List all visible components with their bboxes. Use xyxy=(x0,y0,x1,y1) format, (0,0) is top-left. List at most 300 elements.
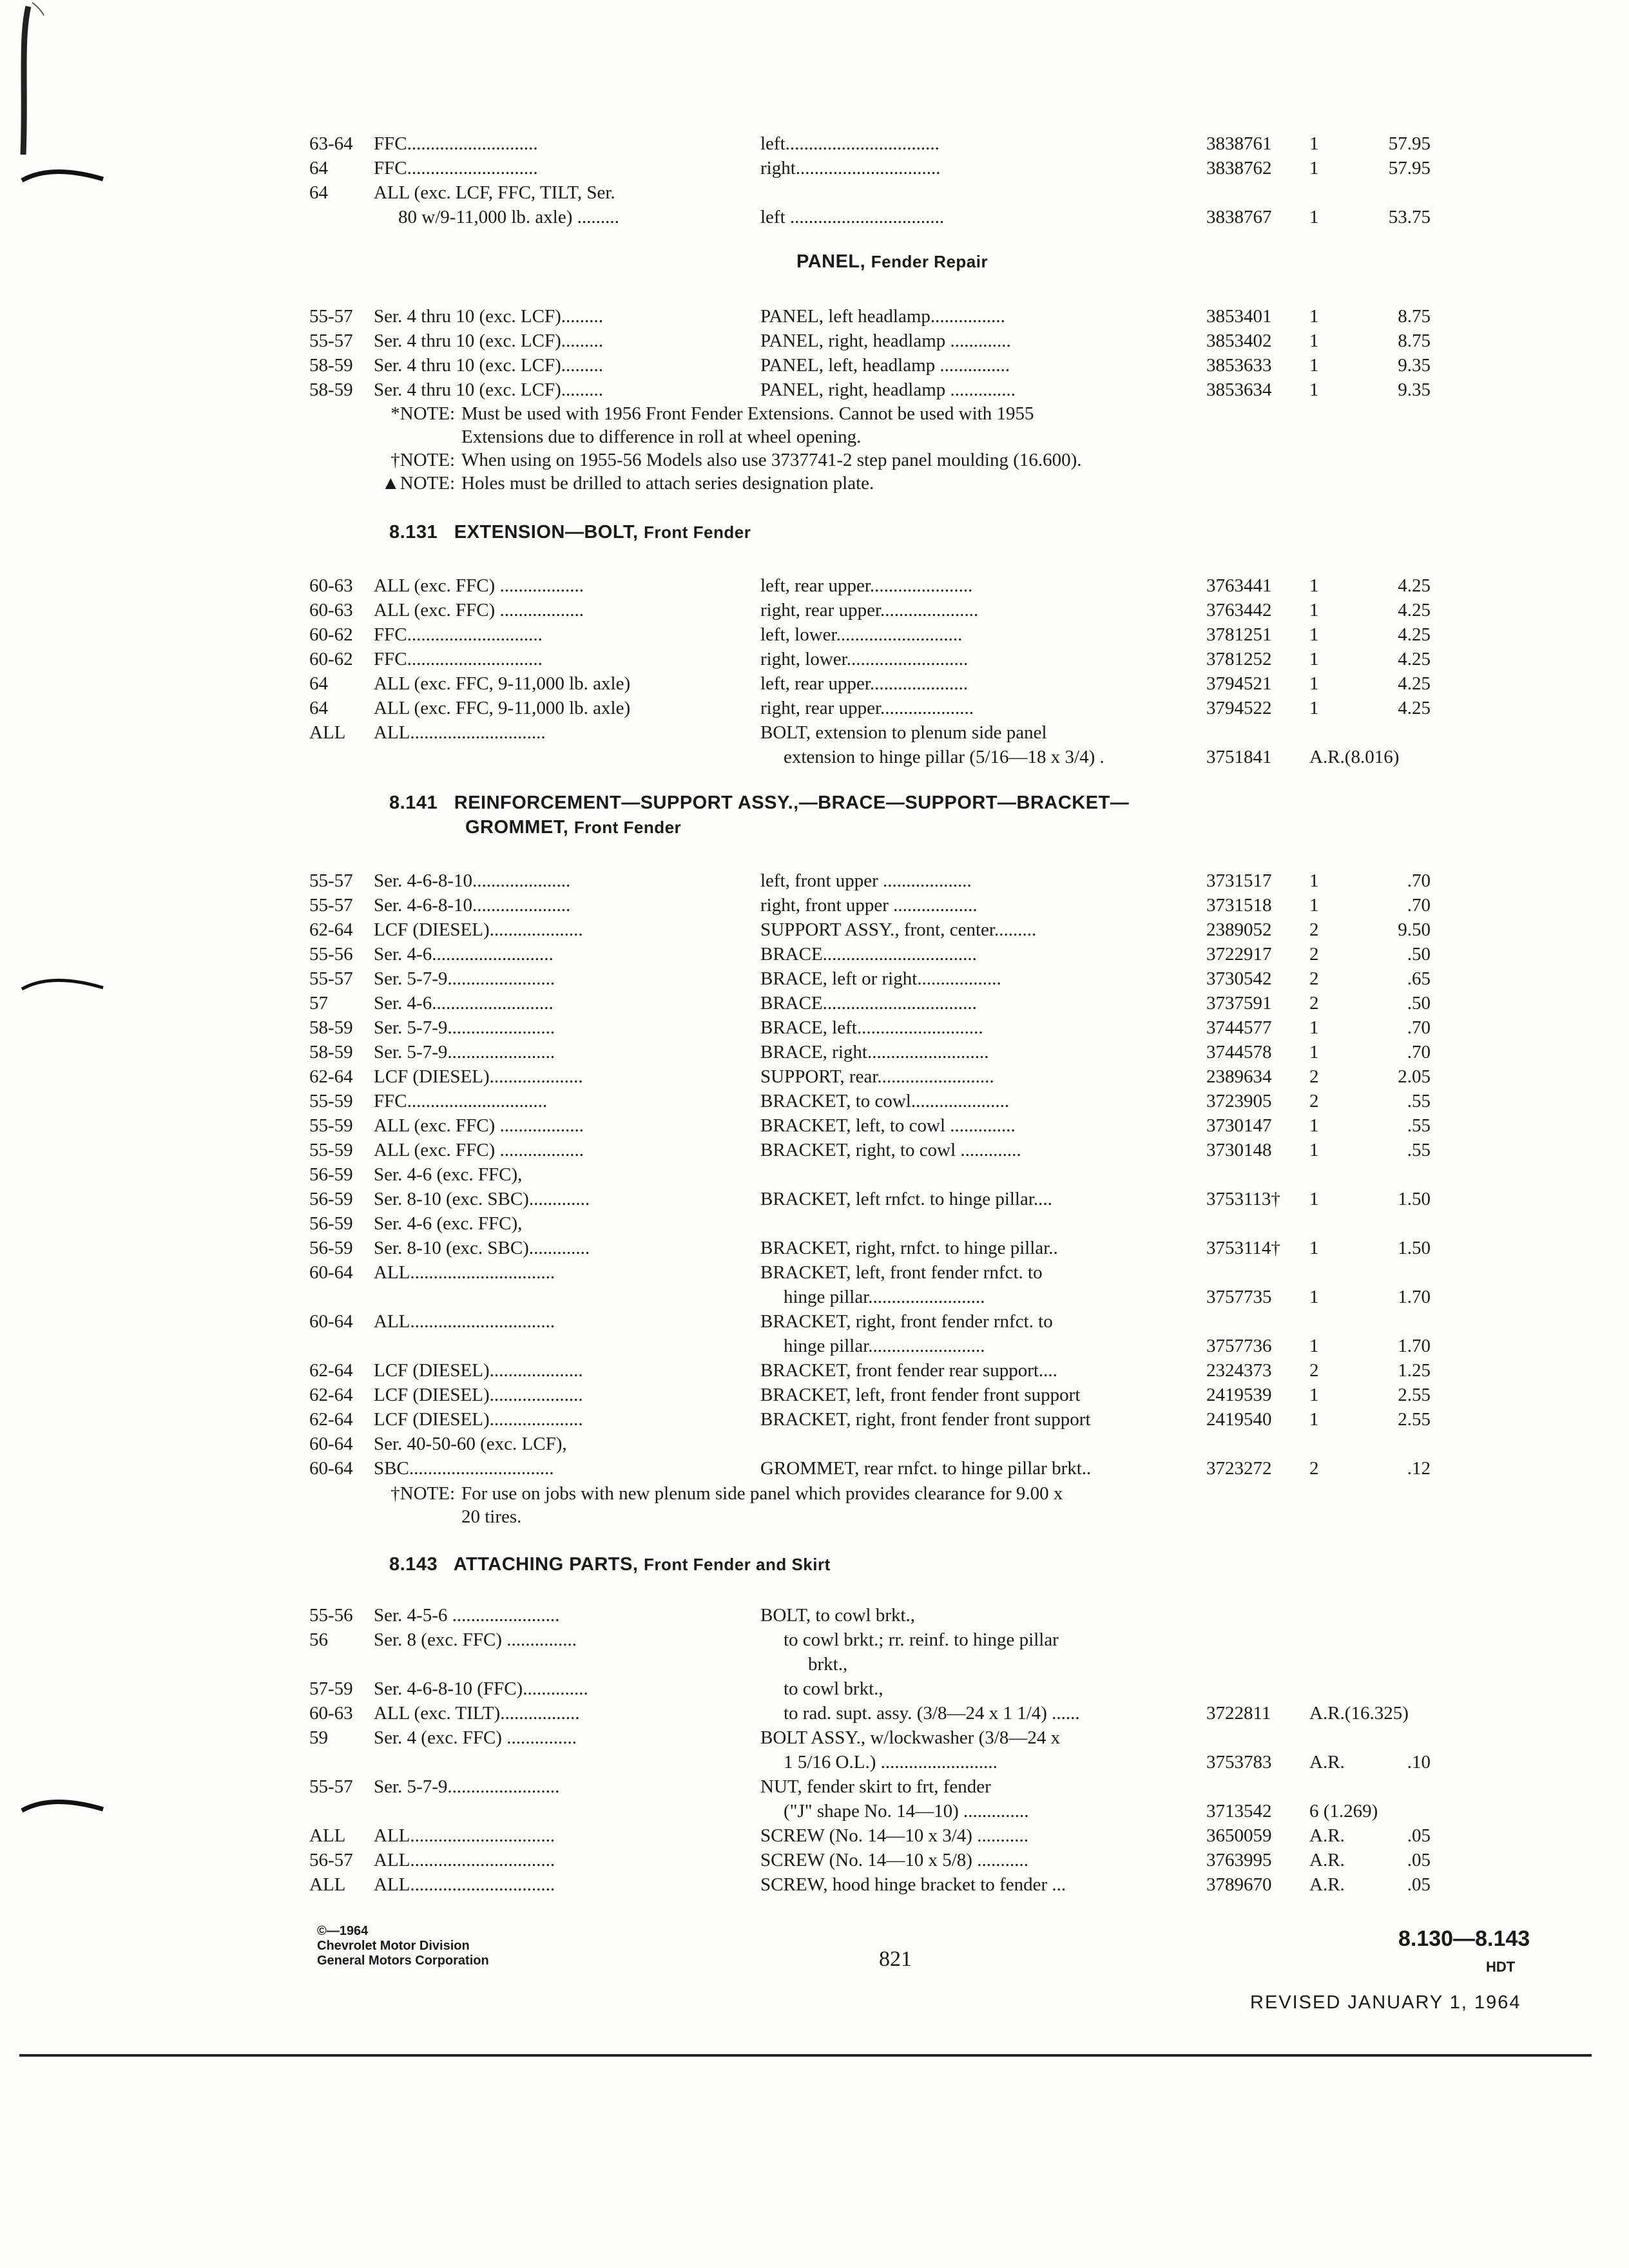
model-cell: Ser. 4 thru 10 (exc. LCF)......... xyxy=(374,355,604,376)
model-cell: ALL (exc. TILT)................. xyxy=(374,1703,580,1724)
model-cell: ALL............................... xyxy=(374,1262,555,1283)
part-number-cell: 3722917 xyxy=(1206,944,1272,965)
parts-row xyxy=(309,1211,1443,1236)
year-cell: 60-63 xyxy=(309,1703,353,1724)
parts-row xyxy=(309,1456,1443,1481)
year-cell: 60-64 xyxy=(309,1311,353,1332)
note-text: Extensions due to difference in roll at wheel opening. xyxy=(461,427,862,447)
copyright-block xyxy=(317,1924,489,1968)
price-cell: 2.55 xyxy=(1398,1385,1431,1405)
price-cell: .65 xyxy=(1407,968,1431,989)
parts-row xyxy=(309,1113,1443,1138)
note-line xyxy=(361,472,1082,495)
price-cell: 4.25 xyxy=(1398,649,1431,669)
parts-row xyxy=(309,1432,1443,1456)
part-number-cell: 3650059 xyxy=(1206,1825,1272,1846)
year-cell: 60-62 xyxy=(309,624,353,645)
description-cell: BOLT ASSY., w/lockwasher (3/8—24 x xyxy=(760,1727,1061,1748)
parts-row xyxy=(309,1015,1443,1040)
price-cell: 2.05 xyxy=(1398,1066,1431,1087)
model-cell: Ser. 4 thru 10 (exc. LCF)......... xyxy=(374,331,604,351)
price-cell: 4.25 xyxy=(1398,600,1431,620)
model-cell: ALL (exc. FFC, 9-11,000 lb. axle) xyxy=(374,673,631,694)
note-tag: †NOTE: xyxy=(390,450,455,470)
price-cell: 8.75 xyxy=(1398,331,1431,351)
year-cell: 56-59 xyxy=(309,1189,353,1209)
part-number-cell: 3763441 xyxy=(1206,575,1272,596)
model-cell: Ser. 40-50-60 (exc. LCF), xyxy=(374,1434,567,1454)
part-number-cell: 3731517 xyxy=(1206,870,1272,891)
description-cell: BRACKET, right, front fender front support xyxy=(760,1409,1091,1430)
model-cell: ALL (exc. FFC) .................. xyxy=(374,1115,584,1136)
model-cell: ALL............................... xyxy=(374,1874,555,1895)
quantity-cell: A.R. xyxy=(1309,1825,1345,1846)
year-cell: 62-64 xyxy=(309,1409,353,1430)
parts-row xyxy=(309,1089,1443,1113)
quantity-cell: 1 xyxy=(1309,1189,1319,1209)
price-cell: 57.95 xyxy=(1388,133,1431,154)
parts-row xyxy=(309,745,1443,769)
quantity-cell: A.R. xyxy=(1309,1850,1345,1870)
price-cell: .55 xyxy=(1407,1115,1431,1136)
year-cell: 60-64 xyxy=(309,1434,353,1454)
part-number-cell: 2419540 xyxy=(1206,1409,1272,1430)
parts-row xyxy=(309,696,1443,720)
part-number-cell: 2389052 xyxy=(1206,919,1272,940)
quantity-cell: 1 xyxy=(1309,1287,1319,1307)
year-cell: 57 xyxy=(309,993,328,1014)
quantity-cell: 2 xyxy=(1309,944,1319,965)
price-cell: 2.55 xyxy=(1398,1409,1431,1430)
year-cell: 62-64 xyxy=(309,1360,353,1381)
price-cell: .70 xyxy=(1407,1017,1431,1038)
note-text: Must be used with 1956 Front Fender Extensions. Cannot be used with 1955 xyxy=(461,403,1034,424)
part-number-cell: 2419539 xyxy=(1206,1385,1272,1405)
description-cell: to cowl brkt., xyxy=(784,1678,883,1699)
quantity-cell: 6 (1.269) xyxy=(1309,1801,1378,1821)
part-number-cell: 3794522 xyxy=(1206,698,1272,718)
parts-row xyxy=(309,598,1443,622)
year-cell: 59 xyxy=(309,1727,328,1748)
quantity-cell: 1 xyxy=(1309,158,1319,178)
quantity-cell: 1 xyxy=(1309,331,1319,351)
model-cell: LCF (DIESEL).................... xyxy=(374,919,583,940)
description-cell: PANEL, left, headlamp ............... xyxy=(760,355,1010,376)
parts-row xyxy=(309,942,1443,966)
model-cell: ALL............................... xyxy=(374,1850,555,1870)
model-cell: FFC............................. xyxy=(374,624,543,645)
year-cell: 55-57 xyxy=(309,1776,353,1797)
description-cell: brkt., xyxy=(808,1654,848,1675)
year-cell: 58-59 xyxy=(309,380,353,400)
quantity-cell: 1 xyxy=(1309,1017,1319,1038)
parts-row xyxy=(309,1285,1443,1309)
parts-row xyxy=(309,720,1443,745)
part-number-cell: 3751841 xyxy=(1206,747,1272,767)
section-heading-8-141-line2: GROMMET, Front Fender xyxy=(465,817,682,838)
parts-row xyxy=(309,991,1443,1015)
description-cell: BRACE, left or right.................. xyxy=(760,968,1001,989)
quantity-cell: 1 xyxy=(1309,355,1319,376)
model-cell: Ser. 8-10 (exc. SBC)............. xyxy=(374,1189,590,1209)
part-number-cell: 3723272 xyxy=(1206,1458,1272,1479)
parts-table-reinforcement xyxy=(309,869,1443,1481)
year-cell: 55-56 xyxy=(309,1605,353,1626)
quantity-cell: 1 xyxy=(1309,624,1319,645)
description-cell: left, rear upper...................... xyxy=(760,575,973,596)
note-text: 20 tires. xyxy=(461,1506,522,1527)
description-cell: right............................... xyxy=(760,158,941,178)
part-number-cell: 3781251 xyxy=(1206,624,1272,645)
note-line xyxy=(361,1505,1063,1528)
part-number-cell: 3744578 xyxy=(1206,1042,1272,1062)
description-cell: ("J" shape No. 14—10) .............. xyxy=(784,1801,1029,1821)
section-heading-8-131: 8.131 EXTENSION—BOLT, Front Fender xyxy=(389,522,751,543)
quantity-cell: 1 xyxy=(1309,1140,1319,1160)
model-cell: Ser. 4-6.......................... xyxy=(374,993,554,1014)
description-cell: left, front upper ................... xyxy=(760,870,972,891)
description-cell: SCREW (No. 14—10 x 3/4) ........... xyxy=(760,1825,1028,1846)
price-cell: .05 xyxy=(1407,1850,1431,1870)
description-cell: BRACKET, right, to cowl ............. xyxy=(760,1140,1021,1160)
year-cell: 55-57 xyxy=(309,870,353,891)
parts-row xyxy=(309,1677,1443,1701)
note-line xyxy=(361,425,1082,448)
year-cell: 60-63 xyxy=(309,600,353,620)
year-cell: 56-59 xyxy=(309,1213,353,1234)
model-cell: ALL............................... xyxy=(374,1311,555,1332)
year-cell: 64 xyxy=(309,673,328,694)
parts-row xyxy=(309,304,1443,329)
description-cell: left, lower........................... xyxy=(760,624,963,645)
parts-row xyxy=(309,1236,1443,1260)
part-number-cell: 3753783 xyxy=(1206,1752,1272,1773)
model-cell: LCF (DIESEL).................... xyxy=(374,1066,583,1087)
quantity-cell: 1 xyxy=(1309,575,1319,596)
copyright-corporation: General Motors Corporation xyxy=(317,1954,489,1968)
quantity-cell: 1 xyxy=(1309,649,1319,669)
parts-row xyxy=(309,205,1443,229)
part-number-cell: 3794521 xyxy=(1206,673,1272,694)
revision-date: REVISED JANUARY 1, 1964 xyxy=(1250,1992,1521,2013)
price-cell: 9.35 xyxy=(1398,380,1431,400)
parts-row xyxy=(309,1603,1443,1628)
year-cell: 62-64 xyxy=(309,919,353,940)
quantity-cell: 1 xyxy=(1309,870,1319,891)
price-cell: .70 xyxy=(1407,1042,1431,1062)
part-number-cell: 3757735 xyxy=(1206,1287,1272,1307)
quantity-cell: 2 xyxy=(1309,993,1319,1014)
note-tag: *NOTE: xyxy=(390,403,455,424)
year-cell: 55-57 xyxy=(309,895,353,916)
parts-row xyxy=(309,1628,1443,1652)
description-cell: PANEL, left headlamp................ xyxy=(760,306,1005,327)
year-cell: ALL xyxy=(309,722,346,743)
model-cell: Ser. 4-6 (exc. FFC), xyxy=(374,1213,523,1234)
quantity-cell: 1 xyxy=(1309,1238,1319,1258)
model-cell: FFC............................. xyxy=(374,649,543,669)
model-cell: ALL............................. xyxy=(374,722,546,743)
year-cell: 56-57 xyxy=(309,1850,353,1870)
description-cell: BRACKET, left, front fender rnfct. to xyxy=(760,1262,1043,1283)
binder-mark-top xyxy=(9,0,48,168)
description-cell: to cowl brkt.; rr. reinf. to hinge pillar xyxy=(784,1629,1059,1650)
description-cell: BRACKET, to cowl..................... xyxy=(760,1091,1010,1111)
description-cell: BRACKET, front fender rear support.... xyxy=(760,1360,1057,1381)
part-number-cell: 3757736 xyxy=(1206,1336,1272,1356)
note-tag: ▲NOTE: xyxy=(381,473,455,494)
parts-table-extension-bolt xyxy=(309,573,1443,769)
part-number-cell: 3789670 xyxy=(1206,1874,1272,1895)
note-line xyxy=(361,448,1082,472)
year-cell: 60-64 xyxy=(309,1262,353,1283)
parts-table-fender-top xyxy=(309,131,1443,229)
year-cell: 64 xyxy=(309,182,328,203)
year-cell: 62-64 xyxy=(309,1066,353,1087)
price-cell: .70 xyxy=(1407,870,1431,891)
parts-row xyxy=(309,329,1443,353)
parts-row xyxy=(309,1848,1443,1872)
parts-row xyxy=(309,1162,1443,1187)
part-number-cell: 2389634 xyxy=(1206,1066,1272,1087)
parts-table-attaching-parts xyxy=(309,1603,1443,1897)
part-number-cell: 3853402 xyxy=(1206,331,1272,351)
description-cell: BOLT, to cowl brkt., xyxy=(760,1605,916,1626)
part-number-cell: 3838761 xyxy=(1206,133,1272,154)
parts-row xyxy=(309,1064,1443,1089)
model-cell: Ser. 4 (exc. FFC) ............... xyxy=(374,1727,577,1748)
year-cell: 55-59 xyxy=(309,1115,353,1136)
parts-row xyxy=(309,671,1443,696)
year-cell: 64 xyxy=(309,158,328,178)
part-number-cell: 3838762 xyxy=(1206,158,1272,178)
description-cell: GROMMET, rear rnfct. to hinge pillar brkt.. xyxy=(760,1458,1092,1479)
description-cell: right, lower.......................... xyxy=(760,649,969,669)
price-cell: 4.25 xyxy=(1398,575,1431,596)
year-cell: 64 xyxy=(309,698,328,718)
bottom-rule xyxy=(19,2054,1592,2057)
model-cell: FFC............................ xyxy=(374,158,538,178)
quantity-cell: 2 xyxy=(1309,968,1319,989)
parts-row xyxy=(309,180,1443,205)
model-cell: Ser. 4-6.......................... xyxy=(374,944,554,965)
note-text: Holes must be drilled to attach series designation plate. xyxy=(461,473,874,494)
part-number-cell: 3838767 xyxy=(1206,207,1272,227)
model-cell: Ser. 4-6 (exc. FFC), xyxy=(374,1164,523,1185)
year-cell: 55-59 xyxy=(309,1140,353,1160)
quantity-cell: 1 xyxy=(1309,1336,1319,1356)
quantity-cell: 1 xyxy=(1309,133,1319,154)
note-line xyxy=(361,1482,1063,1505)
parts-row xyxy=(309,573,1443,598)
section-heading-8-143: 8.143 ATTACHING PARTS, Front Fender and Skirt xyxy=(389,1554,831,1575)
description-cell: right, front upper .................. xyxy=(760,895,978,916)
description-cell: right, rear upper..................... xyxy=(760,600,979,620)
year-cell: ALL xyxy=(309,1874,346,1895)
quantity-cell: 1 xyxy=(1309,306,1319,327)
quantity-cell: A.R. xyxy=(1309,1752,1345,1773)
description-cell: right, rear upper.................... xyxy=(760,698,974,718)
model-cell: ALL (exc. FFC) .................. xyxy=(374,600,584,620)
model-cell: Ser. 4-6-8-10 (FFC).............. xyxy=(374,1678,588,1699)
hdt-label: HDT xyxy=(1486,1959,1516,1975)
description-cell: NUT, fender skirt to frt, fender xyxy=(760,1776,991,1797)
year-cell: 56-59 xyxy=(309,1238,353,1258)
price-cell: 4.25 xyxy=(1398,624,1431,645)
parts-row xyxy=(309,1358,1443,1383)
note-text: When using on 1955-56 Models also use 3737741-2 step panel moulding (16.600). xyxy=(461,450,1082,470)
model-cell: ALL............................... xyxy=(374,1825,555,1846)
part-number-cell: 3737591 xyxy=(1206,993,1272,1014)
parts-row xyxy=(309,1823,1443,1848)
parts-row xyxy=(309,353,1443,378)
parts-row xyxy=(309,622,1443,647)
description-cell: 1 5/16 O.L.) ......................... xyxy=(784,1752,998,1773)
year-cell: 60-62 xyxy=(309,649,353,669)
model-cell: Ser. 8 (exc. FFC) ............... xyxy=(374,1629,577,1650)
part-number-cell: 3730148 xyxy=(1206,1140,1272,1160)
quantity-cell: 1 xyxy=(1309,380,1319,400)
part-number-cell: 3722811 xyxy=(1206,1703,1271,1724)
model-cell: LCF (DIESEL).................... xyxy=(374,1409,583,1430)
year-cell: 55-56 xyxy=(309,944,353,965)
model-cell: Ser. 5-7-9....................... xyxy=(374,1042,555,1062)
description-cell: hinge pillar......................... xyxy=(784,1287,985,1307)
model-cell: Ser. 8-10 (exc. SBC)............. xyxy=(374,1238,590,1258)
quantity-cell: 1 xyxy=(1309,698,1319,718)
year-cell: 60-63 xyxy=(309,575,353,596)
description-cell: BRACE, right.......................... xyxy=(760,1042,989,1062)
part-number-cell: 3853634 xyxy=(1206,380,1272,400)
price-cell: 1.50 xyxy=(1398,1189,1431,1209)
parts-row xyxy=(309,1138,1443,1162)
price-cell: .55 xyxy=(1407,1091,1431,1111)
section-reference: 8.130—8.143 xyxy=(1398,1927,1530,1951)
section-heading-panel: PANEL, Fender Repair xyxy=(796,251,988,272)
price-cell: .50 xyxy=(1407,993,1431,1014)
model-cell: Ser. 4-6-8-10..................... xyxy=(374,895,571,916)
parts-row xyxy=(309,1407,1443,1432)
year-cell: 62-64 xyxy=(309,1385,353,1405)
part-number-cell: 3744577 xyxy=(1206,1017,1272,1038)
quantity-cell: A.R. xyxy=(1309,1874,1345,1895)
model-cell: Ser. 4-5-6 ....................... xyxy=(374,1605,560,1626)
price-cell: 4.25 xyxy=(1398,673,1431,694)
description-cell: BRACKET, right, front fender rnfct. to xyxy=(760,1311,1053,1332)
note-text: For use on jobs with new plenum side panel which provides clearance for 9.00 x xyxy=(461,1483,1063,1504)
quantity-cell: 2 xyxy=(1309,919,1319,940)
price-cell: .10 xyxy=(1407,1752,1431,1773)
quantity-cell: 1 xyxy=(1309,1115,1319,1136)
model-cell: ALL (exc. FFC) .................. xyxy=(374,575,584,596)
model-cell: Ser. 4 thru 10 (exc. LCF)......... xyxy=(374,380,604,400)
description-cell: BRACKET, left, front fender front support xyxy=(760,1385,1081,1405)
price-cell: 9.50 xyxy=(1398,919,1431,940)
price-cell: .70 xyxy=(1407,895,1431,916)
parts-row xyxy=(309,1750,1443,1774)
description-cell: BRACKET, right, rnfct. to hinge pillar.. xyxy=(760,1238,1058,1258)
price-cell: 1.70 xyxy=(1398,1287,1431,1307)
year-cell: 55-57 xyxy=(309,968,353,989)
description-cell: BRACKET, left rnfct. to hinge pillar.... xyxy=(760,1189,1052,1209)
model-cell: Ser. 5-7-9....................... xyxy=(374,968,555,989)
parts-row xyxy=(309,1774,1443,1799)
description-cell: SUPPORT ASSY., front, center......... xyxy=(760,919,1037,940)
price-cell: .50 xyxy=(1407,944,1431,965)
year-cell: 58-59 xyxy=(309,1042,353,1062)
model-cell: ALL (exc. FFC, 9-11,000 lb. axle) xyxy=(374,698,631,718)
price-cell: 1.25 xyxy=(1398,1360,1431,1381)
model-cell: Ser. 4 thru 10 (exc. LCF)......... xyxy=(374,306,604,327)
section-heading-8-141: 8.141 REINFORCEMENT—SUPPORT ASSY.,—BRACE—SUPPORT—BRACKET— xyxy=(389,793,1130,813)
quantity-cell: 2 xyxy=(1309,1091,1319,1111)
model-cell: Ser. 5-7-9....................... xyxy=(374,1017,555,1038)
quantity-cell: 1 xyxy=(1309,600,1319,620)
price-cell: .05 xyxy=(1407,1825,1431,1846)
parts-row xyxy=(309,1652,1443,1677)
price-cell: 8.75 xyxy=(1398,306,1431,327)
description-cell: extension to hinge pillar (5/16—18 x 3/4) . xyxy=(784,747,1104,767)
model-cell: Ser. 4-6-8-10..................... xyxy=(374,870,571,891)
hole-punch-mark-1 xyxy=(19,161,110,187)
parts-row xyxy=(309,647,1443,671)
part-number-cell: 3713542 xyxy=(1206,1801,1272,1821)
quantity-cell: 2 xyxy=(1309,1066,1319,1087)
model-cell: FFC.............................. xyxy=(374,1091,548,1111)
parts-row xyxy=(309,893,1443,918)
parts-row xyxy=(309,131,1443,156)
parts-row xyxy=(309,1872,1443,1897)
parts-row xyxy=(309,1187,1443,1211)
price-cell: 53.75 xyxy=(1388,207,1431,227)
price-cell: 4.25 xyxy=(1398,698,1431,718)
note-tag: †NOTE: xyxy=(390,1483,455,1504)
quantity-cell: 2 xyxy=(1309,1360,1319,1381)
note-block-panel xyxy=(361,402,1082,495)
parts-row xyxy=(309,156,1443,180)
year-cell: 56-59 xyxy=(309,1164,353,1185)
part-number-cell: 3731518 xyxy=(1206,895,1272,916)
year-cell: 55-59 xyxy=(309,1091,353,1111)
note-block-grommet xyxy=(361,1482,1063,1528)
part-number-cell: 3730542 xyxy=(1206,968,1272,989)
parts-row xyxy=(309,1260,1443,1285)
hole-punch-mark-3 xyxy=(19,1791,110,1817)
model-cell: LCF (DIESEL).................... xyxy=(374,1385,583,1405)
part-number-cell: 3763995 xyxy=(1206,1850,1272,1870)
year-cell: 57-59 xyxy=(309,1678,353,1699)
description-cell: SUPPORT, rear......................... xyxy=(760,1066,994,1087)
price-cell: .12 xyxy=(1407,1458,1431,1479)
part-number-cell: 3781252 xyxy=(1206,649,1272,669)
parts-row xyxy=(309,1309,1443,1334)
price-cell: 1.50 xyxy=(1398,1238,1431,1258)
parts-row xyxy=(309,1383,1443,1407)
price-cell: 9.35 xyxy=(1398,355,1431,376)
part-number-cell: 3763442 xyxy=(1206,600,1272,620)
description-cell: SCREW (No. 14—10 x 5/8) ........... xyxy=(760,1850,1028,1870)
year-cell: 56 xyxy=(309,1629,328,1650)
year-cell: 58-59 xyxy=(309,1017,353,1038)
description-cell: BRACKET, left, to cowl .............. xyxy=(760,1115,1016,1136)
part-number-cell: 2324373 xyxy=(1206,1360,1272,1381)
note-line xyxy=(361,402,1082,425)
quantity-cell: 1 xyxy=(1309,1409,1319,1430)
quantity-cell: A.R.(16.325) xyxy=(1309,1703,1409,1724)
part-number-cell: 3723905 xyxy=(1206,1091,1272,1111)
quantity-cell: 1 xyxy=(1309,895,1319,916)
description-cell: BRACE, left........................... xyxy=(760,1017,983,1038)
